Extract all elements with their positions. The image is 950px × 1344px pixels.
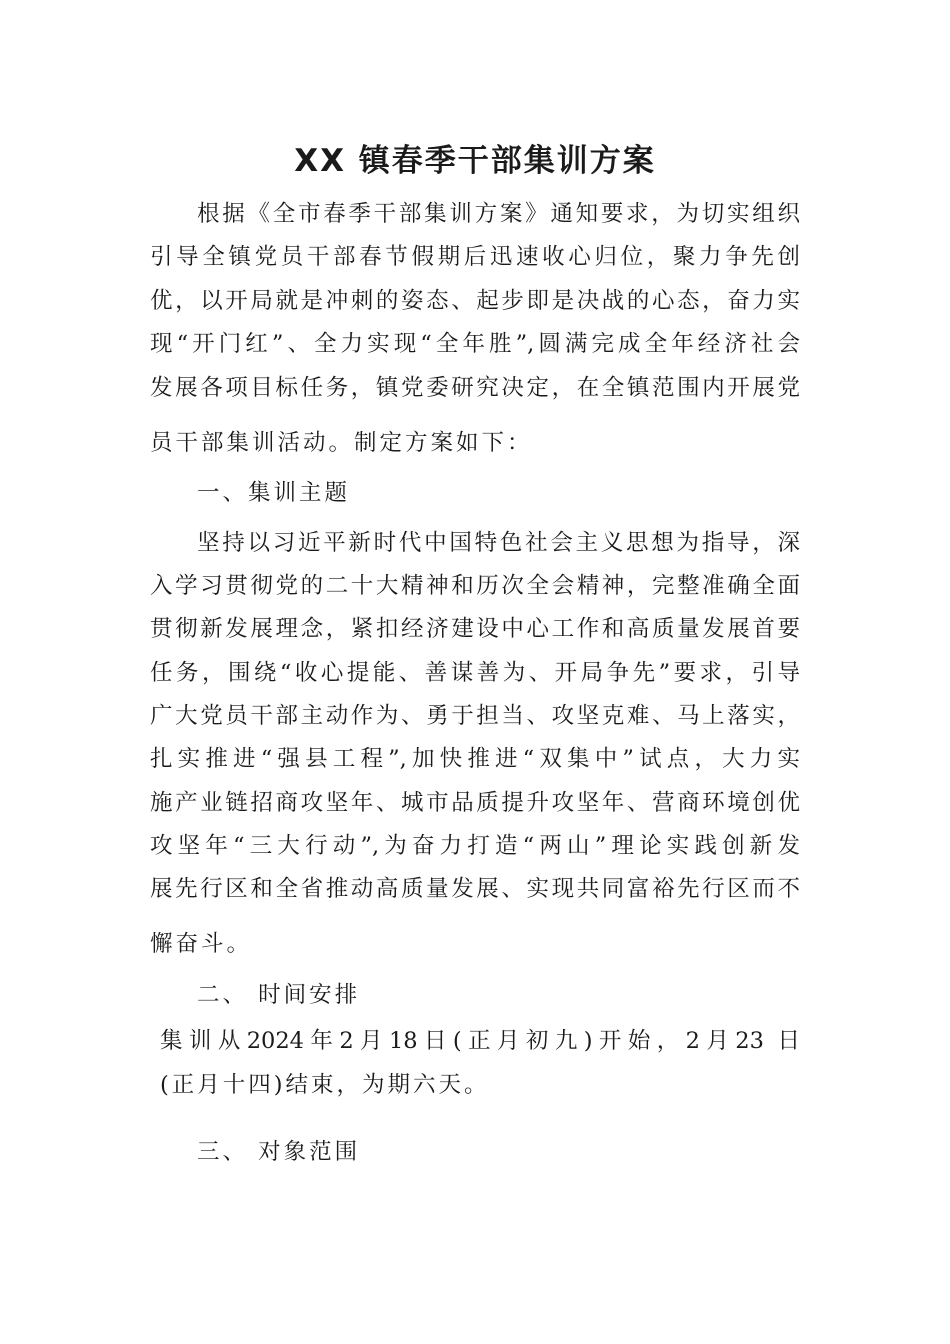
- intro-line: 现“开门红”、全力实现“全年胜”,圆满完成全年经济社会: [150, 331, 800, 357]
- intro-line: 员干部集训活动。制定方案如下：: [150, 430, 533, 456]
- theme-line: 展先行区和全省推动高质量发展、实现共同富裕先行区而不: [150, 876, 800, 902]
- theme-line: 攻坚年“三大行动”,为奋力打造“两山”理论实践创新发: [150, 833, 800, 859]
- schedule-line: (正月十四)结束，为期六天。: [160, 1072, 490, 1098]
- intro-line: 发展各项目标任务，镇党委研究决定，在全镇范围内开展党: [150, 375, 800, 401]
- theme-line: 广大党员干部主动作为、勇于担当、攻坚克难、马上落实，: [150, 703, 800, 729]
- theme-line: 施产业链招商攻坚年、城市品质提升攻坚年、营商环境创优: [150, 790, 800, 816]
- section-heading-schedule: 二、 时间安排: [197, 982, 361, 1008]
- page-title: XX 镇春季干部集训方案: [294, 143, 656, 179]
- intro-line: 根据《全市春季干部集训方案》通知要求，为切实组织: [197, 201, 800, 227]
- theme-line: 坚持以习近平新时代中国特色社会主义思想为指导，深: [197, 530, 800, 556]
- section-heading-scope: 三、 对象范围: [197, 1139, 361, 1165]
- section-heading-theme: 一、集训主题: [197, 480, 351, 506]
- theme-line: 入学习贯彻党的二十大精神和历次全会精神，完整准确全面: [150, 573, 800, 599]
- schedule-line: 集训从2024年2月18日(正月初九)开始，2月23 日: [160, 1028, 800, 1054]
- theme-line: 懈奋斗。: [150, 931, 253, 957]
- intro-line: 优，以开局就是冲刺的姿态、起步即是决战的心态，奋力实: [150, 288, 800, 314]
- theme-line: 任务，围绕“收心提能、善谋善为、开局争先”要求，引导: [150, 660, 800, 686]
- theme-line: 扎实推进“强县工程”,加快推进“双集中”试点，大力实: [150, 746, 800, 772]
- intro-line: 引导全镇党员干部春节假期后迅速收心归位，聚力争先创: [150, 244, 800, 270]
- theme-line: 贯彻新发展理念，紧扣经济建设中心工作和高质量发展首要: [150, 616, 800, 642]
